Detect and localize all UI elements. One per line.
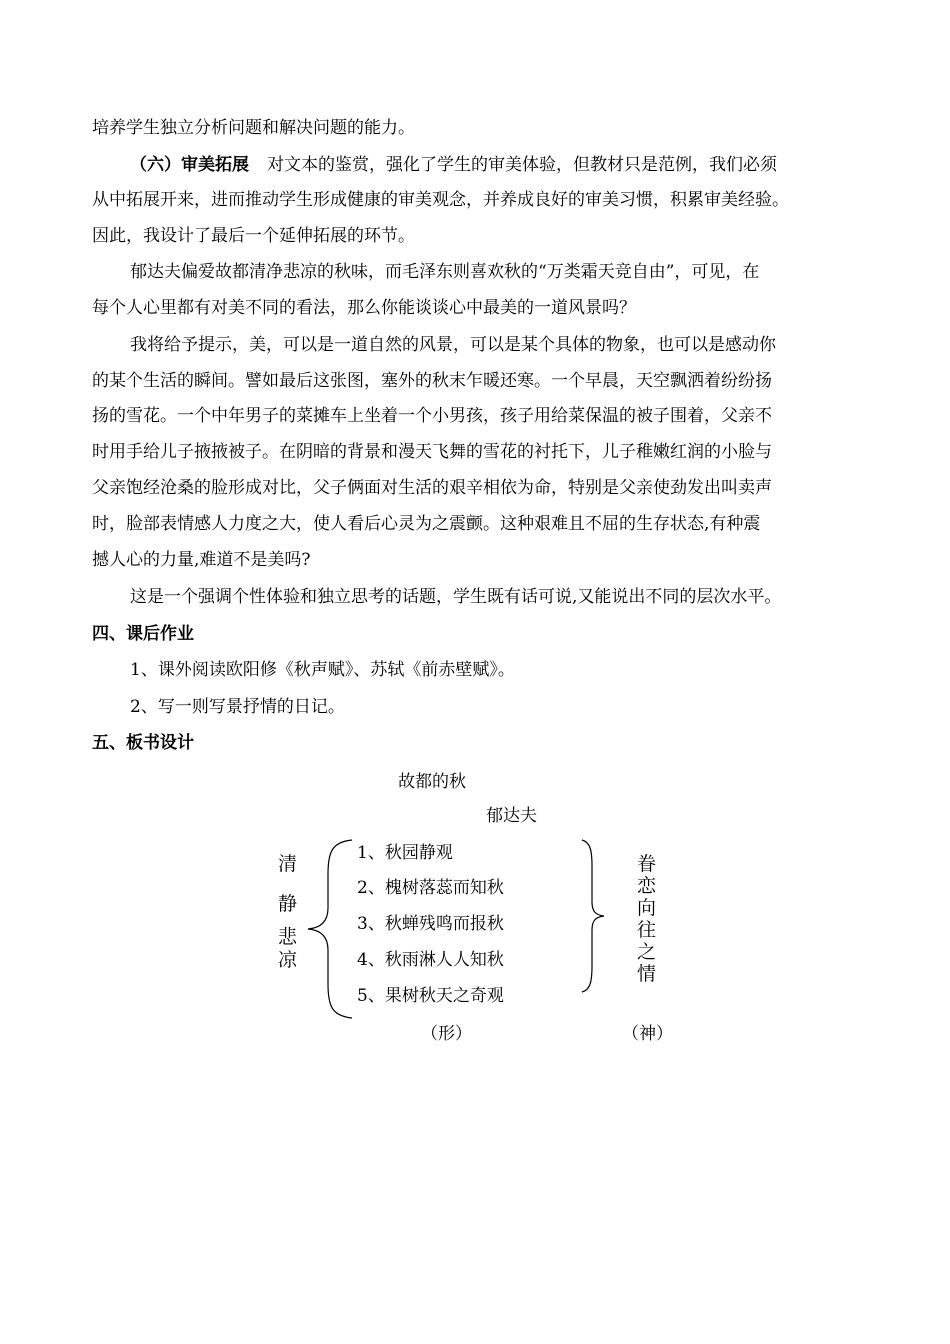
board-item: 3、秋蝉残鸣而报秋 — [357, 914, 504, 934]
homework-item: 1、课外阅读欧阳修《秋声赋》、苏轼《前赤壁赋》。 — [130, 660, 515, 680]
right-brace-icon — [580, 838, 606, 994]
form-label: （形） — [421, 1024, 472, 1044]
right-char: 情 — [637, 963, 657, 985]
paragraph-line: 从中拓展开来，进而推动学生形成健康的审美观念，并养成良好的审美习惯，积累审美经验。 — [92, 190, 789, 210]
paragraph-line: 时，脸部表情感人力度之大，使人看后心灵为之震颤。这种艰难且不屈的生存状态,有种震 — [92, 514, 761, 534]
board-heading: 五、板书设计 — [92, 733, 194, 753]
paragraph-line: 的某个生活的瞬间。譬如最后这张图，塞外的秋末乍暖还寒。一个早晨，天空飘洒着纷纷扬 — [92, 371, 772, 391]
paragraph-line: 我将给予提示，美，可以是一道自然的风景，可以是某个具体的物象，也可以是感动你 — [130, 335, 776, 355]
right-char: 眷 — [637, 853, 657, 875]
paragraph-line: 撼人心的力量,难道不是美吗? — [92, 550, 311, 570]
paragraph-line: 因此，我设计了最后一个延伸拓展的环节。 — [92, 226, 415, 246]
paragraph-text: 对文本的鉴赏，强化了学生的审美体验，但教材只是范例，我们必须 — [267, 155, 777, 175]
paragraph-line: 父亲饱经沧桑的脸形成对比，父子俩面对生活的艰辛相依为命，特别是父亲使劲发出叫卖声 — [92, 478, 772, 498]
paragraph-line: 培养学生独立分析问题和解决问题的能力。 — [92, 118, 415, 138]
left-char: 悲 — [278, 926, 298, 948]
board-item: 5、果树秋天之奇观 — [357, 986, 504, 1006]
homework-item: 2、写一则写景抒情的日记。 — [130, 697, 345, 717]
paragraph-aesthetic-extension — [130, 155, 777, 175]
homework-heading: 四、课后作业 — [92, 624, 194, 644]
board-item: 1、秋园静观 — [357, 843, 453, 863]
paragraph-line: 扬的雪花。一个中年男子的菜摊车上坐着一个小男孩，孩子用给菜保温的被子围着，父亲不 — [92, 406, 772, 426]
left-char: 凉 — [278, 949, 298, 971]
paragraph-line: 时用手给儿子掖掖被子。在阴暗的背景和漫天飞舞的雪花的衬托下，儿子稚嫩红润的小脸与 — [92, 442, 772, 462]
left-brace-icon — [306, 838, 354, 1020]
right-char: 恋 — [637, 875, 657, 897]
board-title: 故都的秋 — [398, 772, 466, 792]
paragraph-line: 这是一个强调个性体验和独立思考的话题，学生既有话可说,又能说出不同的层次水平。 — [130, 587, 782, 607]
left-char: 清 — [278, 853, 298, 875]
board-author: 郁达夫 — [486, 806, 537, 826]
spirit-label: （神） — [622, 1024, 673, 1044]
board-item: 2、槐树落蕊而知秋 — [357, 878, 504, 898]
paragraph-line: 郁达夫偏爱故都清净悲凉的秋味，而毛泽东则喜欢秋的“万类霜天竞自由”，可见，在 — [130, 262, 760, 282]
right-char: 往 — [637, 919, 657, 941]
left-char: 静 — [278, 893, 298, 915]
right-char: 向 — [637, 897, 657, 919]
section-label: （六）审美拓展 — [130, 155, 249, 175]
paragraph-line: 每个人心里都有对美不同的看法，那么你能谈谈心中最美的一道风景吗？ — [92, 298, 636, 318]
right-char: 之 — [637, 941, 657, 963]
board-item: 4、秋雨淋人人知秋 — [357, 950, 504, 970]
